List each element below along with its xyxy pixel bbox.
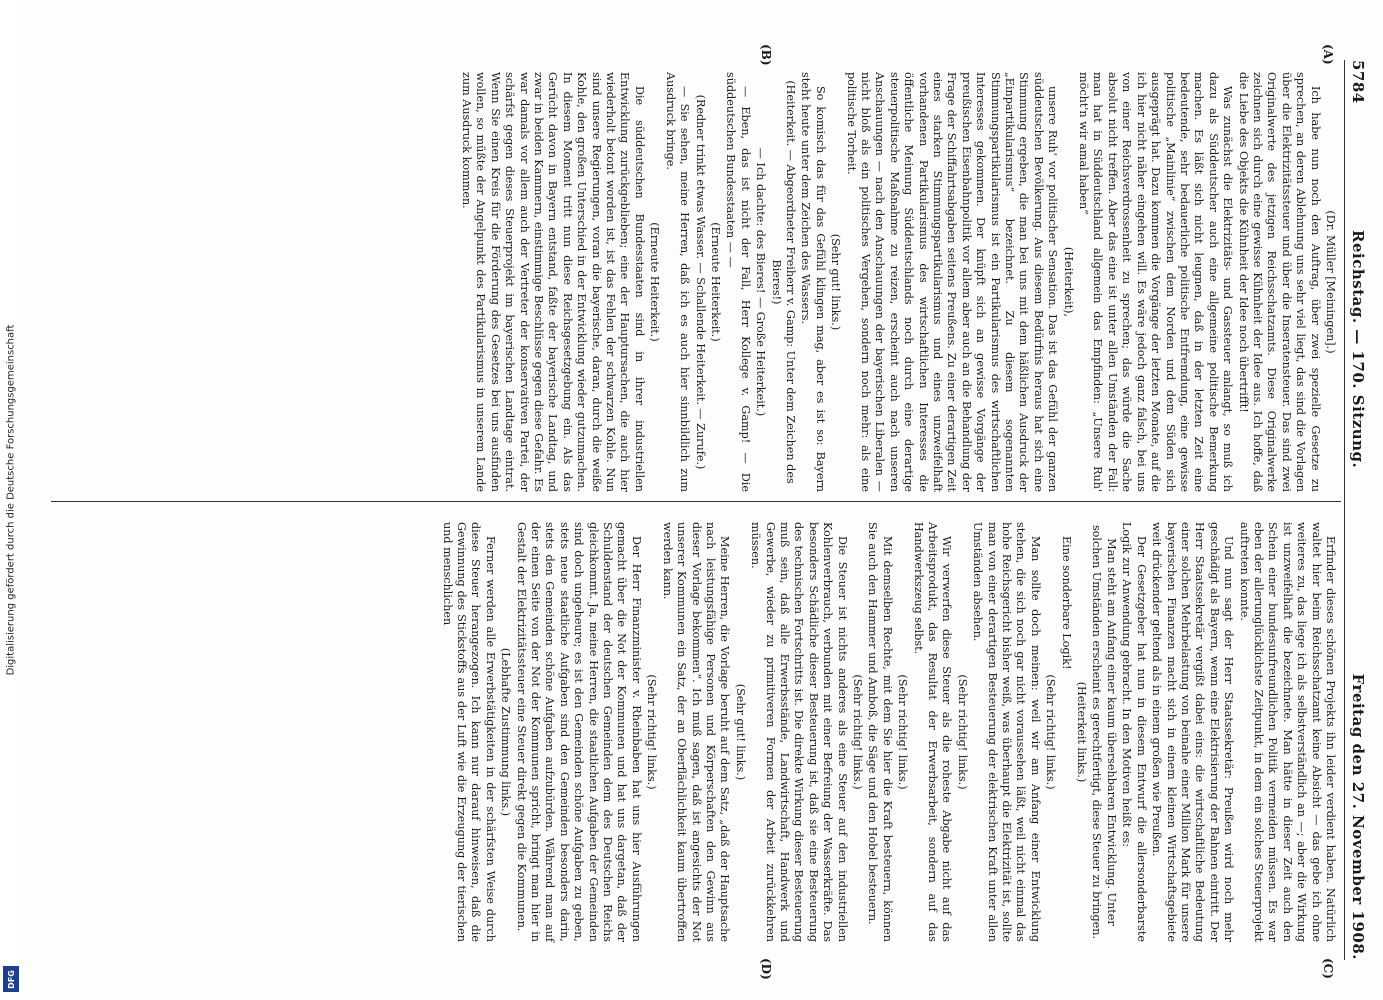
- interjection: (Sehr gut! links.): [733, 683, 747, 781]
- session-title: Reichstag. — 170. Sitzung.: [1349, 230, 1367, 469]
- paragraph: — Sie sehen, meine Herren, daß ich es auch hier sinnbildlich zum Ausdruck bringe.: [663, 72, 692, 492]
- interjection: (Heiterkeit links.): [1075, 681, 1089, 783]
- interjection: (Heiterkeit. — Abgeordneter Freiherr v. Gamp: Unter dem Zeichen des Bieres!): [769, 80, 797, 484]
- marker-d: (D): [759, 958, 773, 980]
- paragraph: Die süddeutschen Bundesstaaten sind in ihrer industriellen Entwicklung zurückgeblieben; eine der Hauptursachen, die auch hier wiederholt betont worden ist, ist das Fehlen der schwarzen Kohle. Nun sind unsere Regierungen, voran die bayerische, daran, durch die weiße Kohle, den großen Unterschied in der Entwicklung wieder gutzumachen. In diesem Moment tritt nun diese Reichsgesetzgebung ein. Als das Gerücht davon in Bayern entstand, faßte der bayerische Landtag, und zwar in beiden Kammern, einstimmige Beschlüsse gegen diese Gefahr. Es war damals vor allem auch der Vertreter der konservativen Partei, der schärfst gegen dieses Steuerprojekt im bayerischen Landtage eintrat. Wenn Sie einen Kreis für die Förderung des Gesetzes bei uns ausfinden wollen, so müßte der Angelpunkt des Partikularismus in unserem Lande zum Ausdruck kommen.: [460, 72, 646, 492]
- paragraph: Man sollte doch meinen: weil wir am Anfang einer Entwicklung stehen, die sich noch gar nicht voraussehen läßt, weil nicht einmal das hohe Reichsgericht bisher weiß, was überhaupt die Elektrizität ist, sollte man von einer derartigen Besteuerung der elektrischen Kraft unter allen Umständen absehen.: [971, 522, 1042, 942]
- paragraph: Wir verwerfen diese Steuer als die roheste Abgabe nicht auf das Arbeitsprodukt, das Resultat der Erwerbsarbeit, sondern auf das Handwerkszeug selbst.: [911, 522, 954, 942]
- paragraph: Was zunächst die Elektrizitäts- und Gassteuer anlangt, so muß ich dazu als Süddeutscher auch eine allgemeine politische Bemerkung machen. Es läßt sich nicht leugnen, daß in der letzten Zeit eine bedeutende, sehr bedauerliche politische Entfremdung, eine gewisse politische „Mainlinie“ zwischen dem Norden und dem Süden sich ausgeprägt hat. Dazu kommen die Vorgänge der letzten Monate, auf die ich hier nicht näher eingehen will. Es wäre jedoch ganz falsch, bei uns von einer Reichsverdrossenheit zu sprechen; das würde die Sache absolut nicht treffen. Aber das eine ist unter allen Umständen der Fall: man hat in Süddeutschland allgemein das Empfinden: „Unsere Ruh' möcht'n wir amal haben“: [1077, 72, 1235, 492]
- interjection: (Sehr richtig! links.): [645, 674, 659, 790]
- paragraph: Die Steuer ist nichts anderes als eine Steuer auf den industriellen Kohlenverbrauch, verbunden mit einer Befreiung der Wasserkräfte. Das besonders Schädliche dieser Besteuerung ist, daß sie eine Besteuerung des technischen Fortschritts ist. Die direkte Wirkung dieser Besteuerung muß sein, daß alle Erwerbsstände, Landwirtschaft, Handwerk und Gewerbe, wieder zu primitiveren Formen der Arbeit zurückkehren müssen.: [749, 522, 849, 942]
- speaker-line: (Dr. Müller [Meiningen].): [1324, 210, 1337, 354]
- header-rule: [1344, 60, 1345, 960]
- dfg-logo: DFG: [3, 966, 19, 992]
- interjection: (Sehr richtig! links.): [896, 674, 910, 790]
- quotation: Man steht am Anfang einer kaum übersehbaren Entwicklung. Unter solchen Umständen erscheint es gerechtfertigt, diese Steuer zu bringen.: [1090, 524, 1118, 940]
- interjection: (Erneute Heiterkeit.): [708, 222, 722, 342]
- paragraph: Ferner werden alle Erwerbstätigkeiten in der schärfsten Weise durch diese Steuer herangezogen. Ich kann nur darauf hinweisen, daß die Gewinnung des Stickstoffs aus der Luft wie die Erzeugung der tierischen und menschlichen: [440, 522, 497, 942]
- interjection: — Ich dachte: des Bieres! — Große Heiterkeit.): [754, 147, 768, 417]
- marker-a: (A): [1321, 44, 1335, 65]
- interjection: (Sehr richtig! links.): [955, 674, 969, 790]
- paragraph: Der Herr Finanzminister v. Rheinbaben hat uns hier Ausführungen gemacht über die Not der Kommunen und hat uns dargetan, daß der Schuldenstand der deutschen Gemeinden dem des Deutschen Reichs gleichkommt. Ja, meine Herren, die staatlichen Aufgaben der Gemeinden sind doch ungeheure; es ist den Gemeinden schöne Aufgaben zu geben, stets neue staatliche Aufgaben sind den Gemeinden besonders darin, stets den Gemeinden schöne Aufgaben aufzubürden. Während man auf der einen Seite von der Not der Kommunen spricht, bringt man hier in Gestalt der Elektrizitätssteuer eine Steuer direkt gegen die Kommunen.: [514, 522, 643, 942]
- interjection: (Sehr richtig! links.): [851, 674, 864, 790]
- left-column: [458, 72, 1337, 492]
- paragraph: Meine Herren, die Vorlage beruht auf dem Satz, „daß der Hauptsache nach leistungsfähige Personen und Körperschaften den Gewinn aus dieser Vorlage bekommen“. Ich muß sagen, daß ist angesichts der Not unserer Kommunen ein Satz, der an Oberflächlichkeit kaum übertroffen werden kann.: [660, 522, 732, 942]
- interjection: (Redner trinkt etwas Wasser. — Schallende Heiterkeit. — Zurufe.): [693, 94, 707, 470]
- interjection: (Erneute Heiterkeit.): [648, 222, 662, 342]
- marker-c: (C): [1321, 958, 1335, 979]
- digitization-credit: Digitalisierung gefördert durch die Deutsche Forschungsgemeinschaft: [5, 324, 17, 676]
- document-scan: [24, 0, 1383, 1000]
- paragraph: Ich habe nun noch den Auftrag, über zwei spezielle Gesetze zu sprechen, an deren Ablehnung uns sehr viel liegt, das sind die Vorlagen über die Elektrizitätssteuer und über die Inseratensteuer. Das sind zwei Originalwerte des jetzigen Reichsschatzamts. Diese Originalwerke zeichnen sich durch eine gewisse Kühnheit der Idee aus. Ich hoffe, daß die Liebe des Objekts die Kühnheit der Idee noch übertrifft!: [1236, 72, 1322, 492]
- interjection: (Sehr gut! links.): [829, 233, 843, 331]
- paragraph: So komisch das für das Gefühl klingen mag, aber es ist so: Bayern steht heute unter dem Zeichen des Wassers.: [799, 72, 827, 492]
- interjection: (Heiterkeit),: [1061, 246, 1075, 318]
- paragraph: Mit demselben Rechte, mit dem Sie hier die Kraft besteuern, können Sie auch den Hammer und Amboß, die Säge und den Hobel besteuern.: [866, 522, 894, 942]
- interjection: (Sehr richtig! links.): [1044, 674, 1058, 790]
- paragraph: Eine sonderbare Logik!: [1059, 536, 1073, 670]
- paragraph: Der Gesetzgeber hat nun in diesem Entwurf die allersonderbarste Logik zur Anwendung gebracht. In den Motiven heißt es:: [1120, 522, 1148, 942]
- interjection: (Lebhafte Zustimmung links.): [499, 647, 513, 817]
- column-divider: [51, 501, 1341, 502]
- rotated-page-content: [24, 0, 1383, 1000]
- right-column: [438, 522, 1337, 942]
- paragraph: unsere Ruh' vor politischer Sensation. Das ist das Gefühl der ganzen süddeutschen Bevölkerung. Aus diesem Bedürfnis heraus hat sich eine Stimmung ergeben, die man bei uns mit dem häßlichen Ausdruck der „Einpartikularismus“ bezeichnet. Zu diesem sogenannten Stimmungspartikularismus ist ein Partikularismus des wirtschaftlichen Interesses gekommen. Der knüpft sich an gewisse Vorgänge der preußischen Eisenbahnpolitik vor allem aber auch an die Behandlung der Frage der Schiffahrtsabgaben seitens Preußens. Zu einer derartigen Zeit eines starken Stimmungspartikularismus und eines unzweifelhaft vorhandenen Partikularismus des wirtschaftlichen Interesses die öffentliche Meinung Süddeutschlands noch durch eine derartige steuerpolitische Maßnahme zu reizen, erscheint auch nach unseren Anschauungen — nach den Anschauungen der bayerischen Liberalen — nicht bloß als ein politisches Vergehen, sondern noch mehr: als eine politische Torheit.: [844, 72, 1060, 492]
- session-date: Freitag den 27. November 1908.: [1349, 673, 1367, 960]
- digitization-note: [0, 0, 22, 1000]
- page-number: 5784: [1349, 60, 1367, 104]
- paragraph: Und nun sagt der Herr Staatssekretär: Preußen wird noch mehr geschädigt als Bayern, wenn eine Elektrisierung der Bahnen eintritt. Der Herr Staatssekretär vergißt dabei eins: die wirtschaftliche Bedeutung einer solchen Mehrbelastung von beinahe einer Million Mark für unsere bayerischen Finanzen macht sich in einem kleinen Wirtschaftsgebiete weit drückender geltend als in einem großen wie Preußen.: [1150, 522, 1236, 942]
- paragraph: Erfinder dieses schönen Projekts ihn leider verdient haben. Natürlich waltet hier beim Reichsschatzamt keine Absicht — das gebe ich ohne weiteres zu, das liege ich als selbstverständlich an —; aber die Wirkung ist unzweifelhaft die bezeichnete. Man hätte in dieser Zeit auch den Schein einer bundesunfreundlichen Politik vermeiden müssen. Es war eben der allerunglücklichste Zeitpunkt, in dem ein solches Steuerprojekt auftreten konnte.: [1237, 522, 1337, 942]
- marker-b: (B): [759, 44, 773, 66]
- running-header: [1345, 60, 1367, 960]
- paragraph: — Eben, das ist nicht der Fall, Herr Kollege v. Gamp! — Die süddeutschen Bundesstaaten — —: [724, 72, 752, 492]
